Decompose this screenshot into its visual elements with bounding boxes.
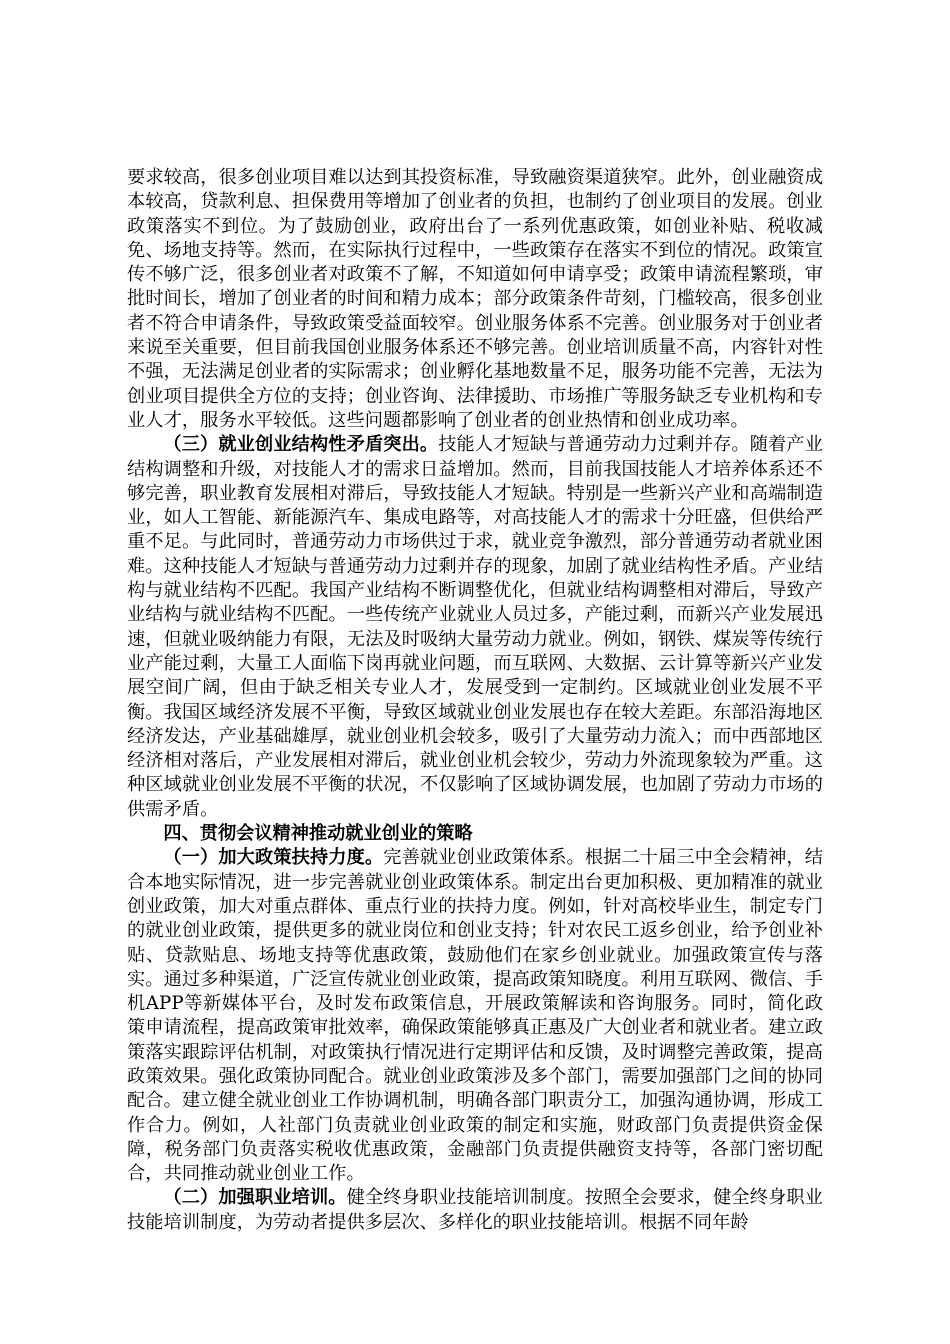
paragraph-text: 健全终身职业技能培训制度。按照全会要求，健全终身职业技能培训制度，为劳动者提供多层次、多样化的职业技能培训。根据不同年龄: [127, 1187, 823, 1233]
paragraph-vocational-training: [127, 1186, 823, 1235]
paragraph-lead-heading: （一）加大政策扶持力度。: [163, 847, 384, 869]
paragraph-text: 技能人才短缺与普通劳动力过剩并存。随着产业结构调整和升级，对技能人才的需求日益增加。然而，目前我国技能人才培养体系还不够完善，职业教育发展相对滞后，导致技能人才短缺。特别是一些新兴产业和高端制造业，如人工智能、新能源汽车、集成电路等，对高技能人才的需求十分旺盛，但供给严重不足。与此同时，普通劳动力市场供过于求，就业竞争激烈，部分普通劳动者就业困难。这种技能人才短缺与普通劳动力过剩并存的现象，加剧了就业结构性矛盾。产业结构与就业结构不匹配。我国产业结构不断调整优化，但就业结构调整相对滞后，导致产业结构与就业结构不匹配。一些传统产业就业人员过多，产能过剩，而新兴产业发展迅速，但就业吸纳能力有限，无法及时吸纳大量劳动力就业。例如，钢铁、煤炭等传统行业产能过剩，大量工人面临下岗再就业问题，而互联网、大数据、云计算等新兴产业发展空间广阔，但由于缺乏相关专业人才，发展受到一定制约。区域就业创业发展不平衡。我国区域经济发展不平衡，导致区域就业创业发展也存在较大差距。东部沿海地区经济发达，产业基础雄厚，就业创业机会较多，吸引了大量劳动力流入；而中西部地区经济相对落后，产业发展相对滞后，就业创业机会较少，劳动力外流现象较为严重。这种区域就业创业发展不平衡的状况，不仅影响了区域协调发展，也加剧了劳动力市场的供需矛盾。: [127, 434, 823, 820]
paragraph-text: 完善就业创业政策体系。根据二十届三中全会精神，结合本地实际情况，进一步完善就业创业政策体系。制定出台更加积极、更加精准的就业创业政策，加大对重点群体、重点行业的扶持力度。例如，针对高校毕业生，制定专门的就业创业政策，提供更多的就业岗位和创业支持；针对农民工返乡创业，给予创业补贴、贷款贴息、场地支持等优惠政策，鼓励他们在家乡创业就业。加强政策宣传与落实。通过多种渠道，广泛宣传就业创业政策，提高政策知晓度。利用互联网、微信、手机APP等新媒体平台，及时发布政策信息，开展政策解读和咨询服务。同时，简化政策申请流程，提高政策审批效率，确保政策能够真正惠及广大创业者和就业者。建立政策落实跟踪评估机制，对政策执行情况进行定期评估和反馈，及时调整完善政策，提高政策效果。强化政策协同配合。就业创业政策涉及多个部门，需要加强部门之间的协同配合。建立健全就业创业工作协调机制，明确各部门职责分工，加强沟通协调，形成工作合力。例如，人社部门负责就业创业政策的制定和实施，财政部门负责提供资金保障，税务部门负责落实税收优惠政策，金融部门负责提供融资支持等，各部门密切配合，共同推动就业创业工作。: [127, 847, 824, 1185]
paragraph-lead-heading: （二）加强职业培训。: [163, 1187, 347, 1209]
paragraph-policy-support: [127, 846, 823, 1186]
paragraph-financing-policy-services: [127, 166, 823, 433]
paragraph-structural-contradictions: [127, 433, 823, 822]
paragraph-text: 要求较高，很多创业项目难以达到其投资标准，导致融资渠道狭窄。此外，创业融资成本较高，贷款利息、担保费用等增加了创业者的负担，也制约了创业项目的发展。创业政策落实不到位。为了鼓励创业，政府出台了一系列优惠政策，如创业补贴、税收减免、场地支持等。然而，在实际执行过程中，一些政策存在落实不到位的情况。政策宣传不够广泛，很多创业者对政策不了解，不知道如何申请享受；政策申请流程繁琐，审批时间长，增加了创业者的时间和精力成本；部分政策条件苛刻，门槛较高，很多创业者不符合申请条件，导致政策受益面较窄。创业服务体系不完善。创业服务对于创业者来说至关重要，但目前我国创业服务体系还不够完善。创业培训质量不高，内容针对性不强，无法满足创业者的实际需求；创业孵化基地数量不足，服务功能不完善，无法为创业项目提供全方位的支持；创业咨询、法律援助、市场推广等服务缺乏专业机构和专业人才，服务水平较低。这些问题都影响了创业者的创业热情和创业成功率。: [127, 167, 823, 431]
document-page: [127, 166, 823, 1235]
section-heading: 四、贯彻会议精神推动就业创业的策略: [163, 823, 473, 845]
paragraph-lead-heading: （三）就业创业结构性矛盾突出。: [163, 434, 439, 456]
